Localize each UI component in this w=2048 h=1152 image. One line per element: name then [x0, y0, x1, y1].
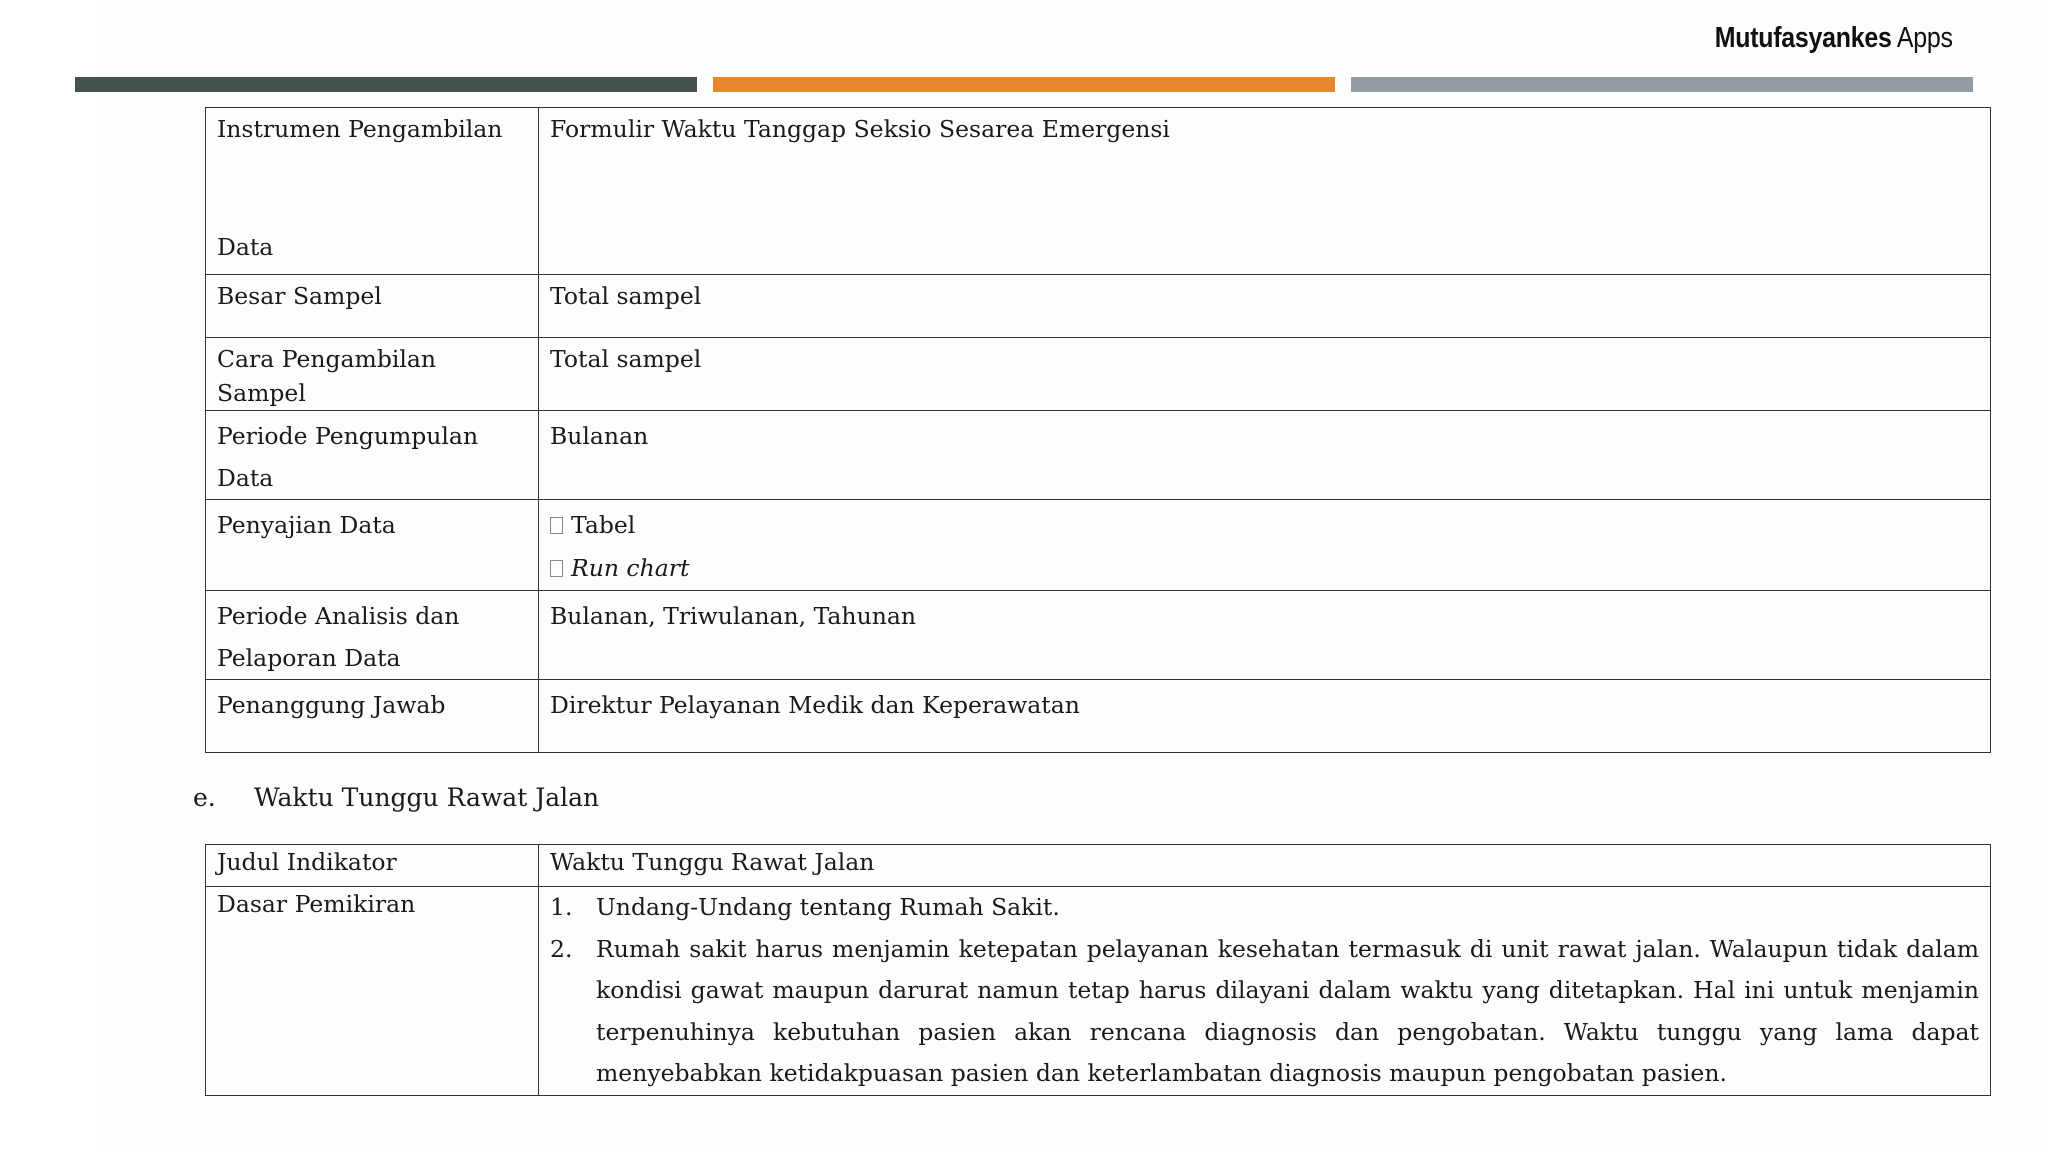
instrumen-label-bottom: Data: [217, 233, 274, 261]
penyajian-item-label: Tabel: [571, 511, 636, 539]
section-number: e.: [193, 783, 216, 812]
periode-analisis-label-2: Pelaporan Data: [217, 644, 401, 672]
dasar-pemikiran-value-cell: [539, 887, 1991, 1096]
brand-bold: Mutufasyankes: [1715, 22, 1892, 54]
instrumen-label-cell: [206, 108, 539, 275]
table-row-penyajian: [206, 500, 1991, 591]
table-row-instrumen: [206, 108, 1991, 275]
list-item-number: 2.: [550, 934, 573, 963]
dasar-pemikiran-label: Dasar Pemikiran: [206, 887, 539, 1096]
checkbox-icon: [550, 517, 563, 534]
checkbox-icon: [550, 560, 563, 577]
list-item: [550, 929, 1979, 1095]
dasar-pemikiran-list: [550, 887, 1979, 1095]
brand-logo: [1715, 22, 1953, 55]
instrumen-value: [539, 108, 1991, 275]
periode-pengumpulan-label-2: Data: [217, 464, 274, 492]
cara-pengambilan-value: Total sampel: [539, 338, 1991, 411]
list-item-text: Rumah sakit harus menjamin ketepatan pelayanan kesehatan termasuk di unit rawat jalan. Walaupun tidak dalam kondisi gawat maupun darurat namun tetap harus dilayani dalam waktu yang ditetapkan. Hal ini untuk menjamin terpenuhinya kebutuhan pasien akan rencana diagnosis dan pengobatan. Waktu tunggu yang lama dapat menyebabkan ketidakpuasan pasien dan keterlambatan diagnosis maupun pengobatan pasien.: [596, 934, 1979, 1087]
table-row-periode-analisis: [206, 591, 1991, 680]
periode-analisis-label-1: Periode Analisis dan: [217, 602, 460, 630]
list-item-text: Undang-Undang tentang Rumah Sakit.: [596, 893, 1060, 921]
header-bar-gray: [1351, 77, 1973, 92]
indicator-table-1: [205, 107, 1991, 753]
header-bar-orange: [713, 77, 1335, 92]
judul-indikator-value: Waktu Tunggu Rawat Jalan: [539, 845, 1991, 887]
periode-pengumpulan-label-1: Periode Pengumpulan: [217, 422, 479, 450]
indicator-table-2: [205, 844, 1991, 1096]
periode-pengumpulan-value: Bulanan: [539, 411, 1991, 500]
penanggung-jawab-label: Penanggung Jawab: [206, 680, 539, 753]
table-row-judul-indikator: [206, 845, 1991, 887]
penyajian-item-run-chart: [550, 547, 1979, 590]
penyajian-item-label: Run chart: [571, 554, 690, 582]
periode-pengumpulan-label-cell: [206, 411, 539, 500]
penanggung-jawab-value: Direktur Pelayanan Medik dan Keperawatan: [539, 680, 1991, 753]
instrumen-label-top: Instrumen Pengambilan: [217, 115, 503, 143]
table-row-dasar-pemikiran: [206, 887, 1991, 1096]
besar-sampel-value: Total sampel: [539, 275, 1991, 338]
penyajian-value-cell: [539, 500, 1991, 591]
penyajian-label: Penyajian Data: [206, 500, 539, 591]
section-title: Waktu Tunggu Rawat Jalan: [254, 783, 600, 812]
table-row-periode-pengumpulan: [206, 411, 1991, 500]
table-row-cara-pengambilan: [206, 338, 1991, 411]
periode-analisis-value: Bulanan, Triwulanan, Tahunan: [539, 591, 1991, 680]
besar-sampel-label: Besar Sampel: [206, 275, 539, 338]
table-row-besar-sampel: [206, 275, 1991, 338]
list-item-number: 1.: [550, 893, 573, 921]
section-heading: [193, 783, 599, 812]
instrumen-value-text: Formulir Waktu Tanggap Seksio Sesarea Emergensi: [550, 115, 1170, 143]
periode-analisis-label-cell: [206, 591, 539, 680]
penyajian-item-tabel: [550, 504, 1979, 547]
header-bar-dark: [75, 77, 697, 92]
brand-regular: Apps: [1897, 22, 1953, 54]
judul-indikator-label: Judul Indikator: [206, 845, 539, 887]
table-row-penanggung-jawab: [206, 680, 1991, 753]
cara-pengambilan-label: Cara Pengambilan Sampel: [206, 338, 539, 411]
list-item: [550, 887, 1979, 929]
